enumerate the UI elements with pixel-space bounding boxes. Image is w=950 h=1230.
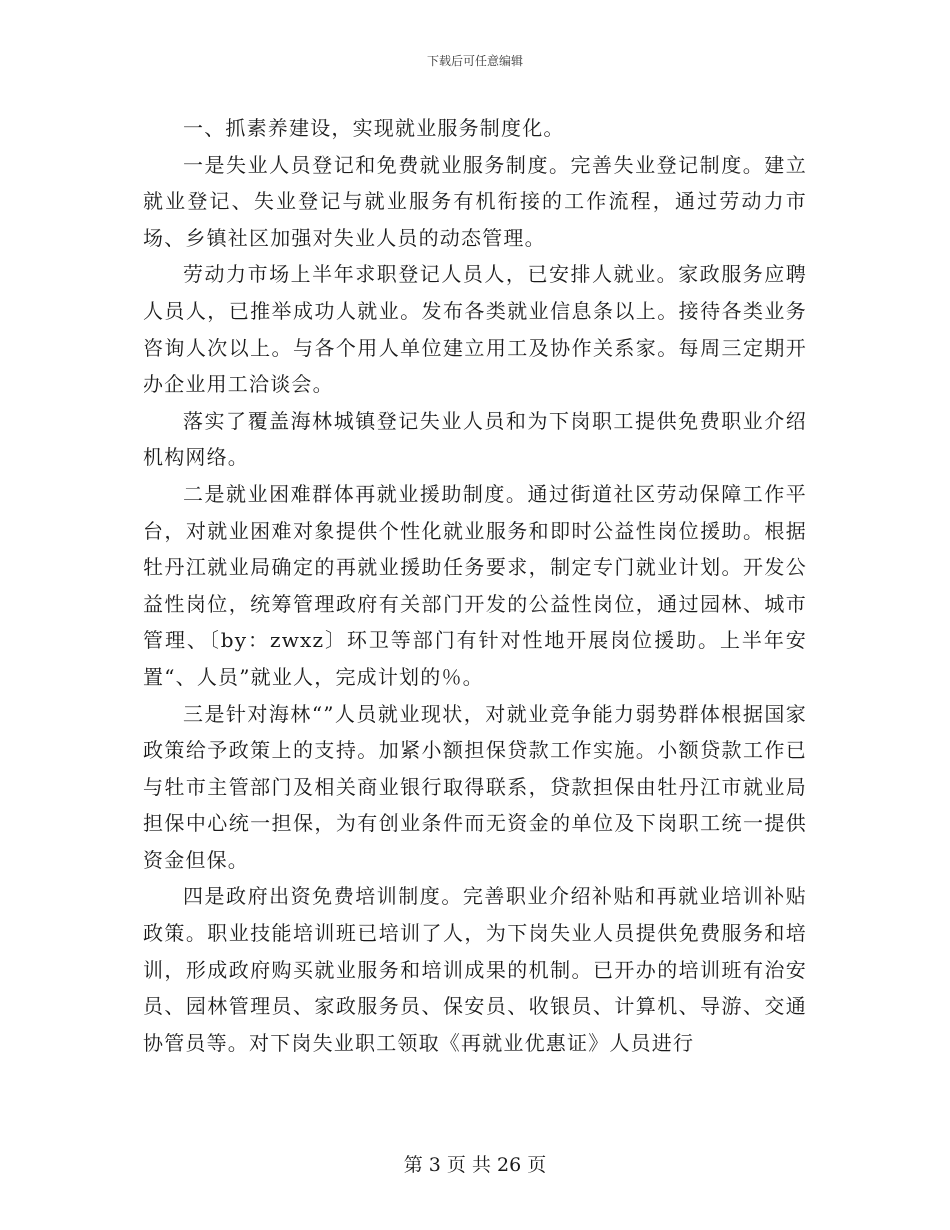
paragraph-5: 二是就业困难群体再就业援助制度。通过街道社区劳动保障工作平台，对就业困难对象提供个性化就业服务和即时公益性岗位援助。根据牡丹江就业局确定的再就业援助任务要求，制定专门就业计划。开发公益性岗位，统筹管理政府有关部门开发的公益性岗位，通过园林、城市管理、〔by：zwxz〕环卫等部门有针对性地开展岗位援助。上半年安置“、人员”就业人，完成计划的％。 [143,481,807,689]
document-body [143,110,807,1061]
paragraph-4: 落实了覆盖海林城镇登记失业人员和为下岗职工提供免费职业介绍机构网络。 [143,408,807,470]
paragraph-1: 一、抓素养建设，实现就业服务制度化。 [183,116,565,140]
paragraph-2: 一是失业人员登记和免费就业服务制度。完善失业登记制度。建立就业登记、失业登记与就业服务有机衔接的工作流程，通过劳动力市场、乡镇社区加强对失业人员的动态管理。 [143,152,807,250]
paragraph-6: 三是针对海林“”人员就业现状，对就业竞争能力弱势群体根据国家政策给予政策上的支持。加紧小额担保贷款工作实施。小额贷款工作已与牡市主管部门及相关商业银行取得联系，贷款担保由牡丹江市就业局担保中心统一担保，为有创业条件而无资金的单位及下岗职工统一提供资金但保。 [143,701,807,872]
page-footer: 第 3 页 共 26 页 [403,1154,547,1176]
page-header: 下载后可任意编辑 [426,54,523,68]
paragraph-7: 四是政府出资免费培训制度。完善职业介绍补贴和再就业培训补贴政策。职业技能培训班已培训了人，为下岗失业人员提供免费服务和培训，形成政府购买就业服务和培训成果的机制。已开办的培训班有治安员、园林管理员、家政服务员、保安员、收银员、计算机、导游、交通协管员等。对下岗失业职工领取《再就业优惠证》人员进行 [143,884,807,1055]
paragraph-3: 劳动力市场上半年求职登记人员人，已安排人就业。家政服务应聘人员人，已推举成功人就业。发布各类就业信息条以上。接待各类业务咨询人次以上。与各个用人单位建立用工及协作关系家。每周三定期开办企业用工洽谈会。 [143,262,807,397]
